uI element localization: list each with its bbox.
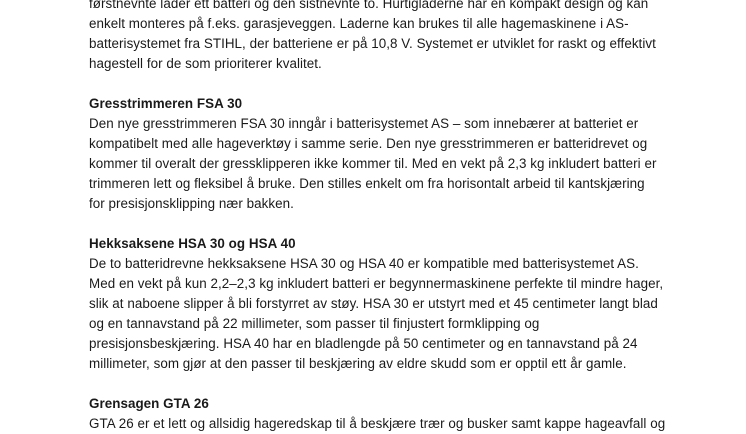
text-line: trimmeren lett og fleksibel å bruke. Den stilles enkelt om fra horisontalt arbeid til kantskjæring [89,176,645,191]
text-line: hagestell for de som prioriterer kvalitet. [89,56,322,71]
text-line: millimeter, som gjør at den passer til beskjæring av eldre skudd som er opptil ett år gamle. [89,356,627,371]
section-heading: Grensagen GTA 26 [89,396,209,411]
paragraph-gap [89,374,746,394]
text-line: enkelt monteres på f.eks. garasjeveggen. Laderne kan brukes til alle hagemaskinene i AS- [89,16,629,31]
paragraph-gap [89,74,746,94]
intro-paragraph [89,0,746,74]
text-line: slik at naboene slipper å bli forstyrret av støy. HSA 30 er utstyrt med et 45 centimeter langt blad [89,296,658,311]
section-gta26 [89,394,746,434]
section-hsa [89,234,746,374]
document-page [89,0,746,434]
text-line: batterisystemet fra STIHL, der batteriene er på 10,8 V. Systemet er utviklet for raskt og effektivt [89,36,656,51]
text-line: Med en vekt på kun 2,2–2,3 kg inkludert batteri er begynnermaskinene perfekte til mindre hager, [89,276,664,291]
text-line: Den nye gresstrimmeren FSA 30 inngår i batterisystemet AS – som innebærer at batteriet er [89,116,639,131]
text-line: kommer til overalt der gressklipperen ikke kommer til. Med en vekt på 2,3 kg inkludert batteri er [89,156,657,171]
text-line: førstnevnte lader ett batteri og den sistnevnte to. Hurtigladerne har en kompakt design og kan [89,0,649,11]
section-heading: Hekksaksene HSA 30 og HSA 40 [89,236,296,251]
text-line: og en tannavstand på 22 millimeter, som passer til finjustert formklipping og [89,316,540,331]
section-fsa30 [89,94,746,214]
text-line: GTA 26 er et lett og allsidig hageredskap til å beskjære trær og busker samt kappe hageavfall og [89,416,666,431]
text-line: presisjonsbeskjæring. HSA 40 har en bladlengde på 50 centimeter og en tannavstand på 24 [89,336,638,351]
text-line: kompatibelt med alle hageverktøy i samme serie. Den nye gresstrimmeren er batteridrevet og [89,136,648,151]
text-line: for presisjonsklipping nær bakken. [89,196,294,211]
text-line: De to batteridrevne hekksaksene HSA 30 og HSA 40 er kompatible med batterisystemet AS. [89,256,639,271]
section-heading: Gresstrimmeren FSA 30 [89,96,243,111]
paragraph-gap [89,214,746,234]
